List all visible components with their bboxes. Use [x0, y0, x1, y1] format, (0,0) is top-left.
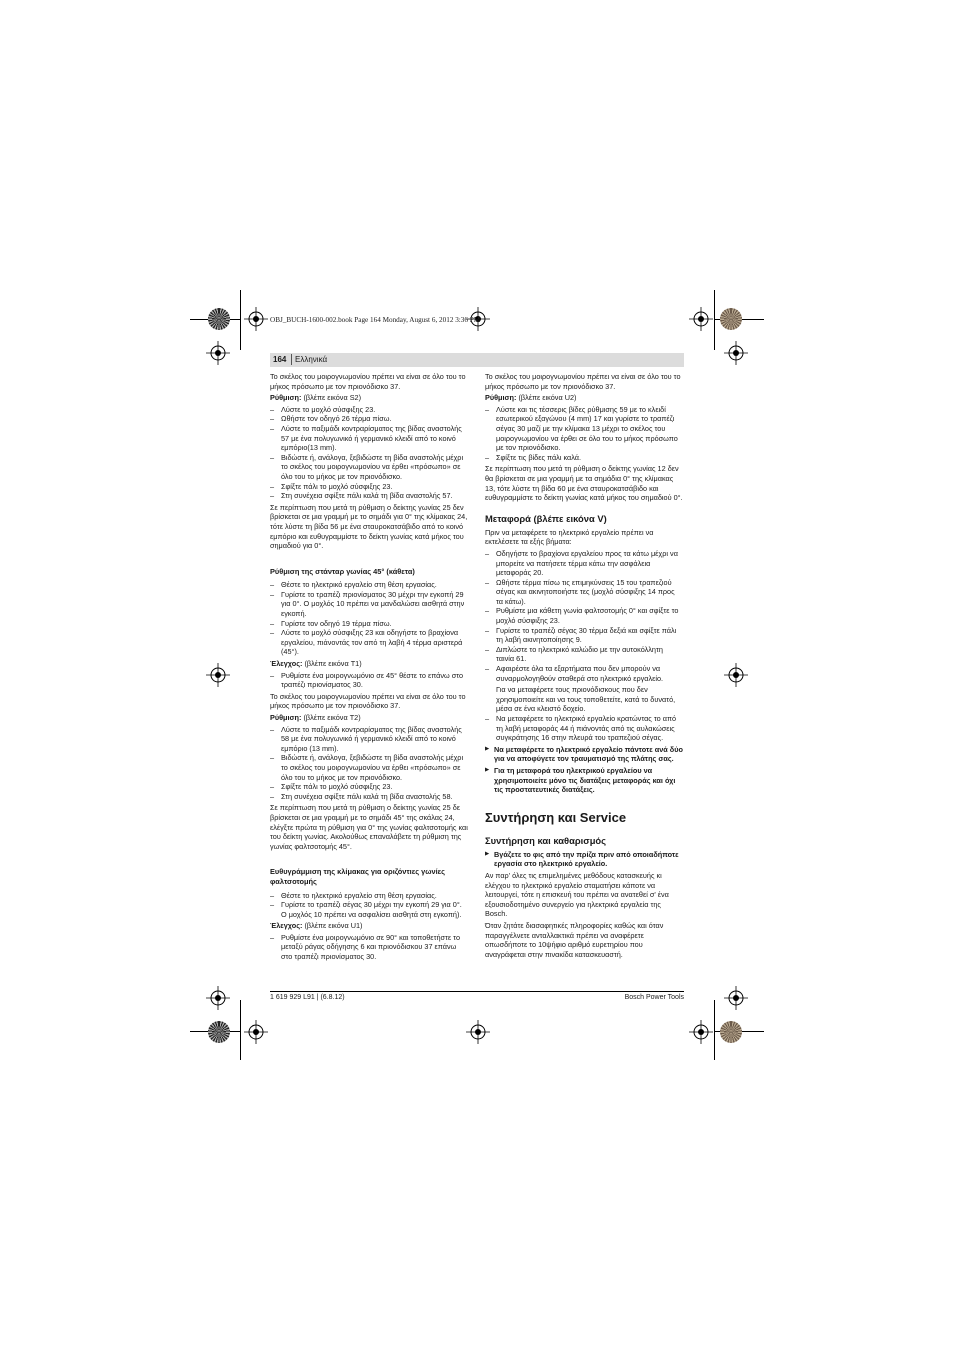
paragraph: Το σκέλος του μοιρογνωμονίου πρέπει να είναι σε όλο του το μήκος πρόσωπο με τον πριονόδισκο 37. — [270, 372, 466, 391]
header-divider — [291, 354, 292, 365]
list-item: – Γυρίστε το τραπέζι σέγας 30 τέρμα δεξιά και σφίξτε πάλι τη λαβή ακινητοποίησης 9. — [485, 626, 683, 645]
registration-mark-icon — [689, 307, 713, 331]
right-column — [485, 372, 683, 961]
step-list — [485, 714, 683, 743]
step-list — [485, 405, 683, 463]
ref-text: (βλέπε εικόνα U1) — [302, 921, 363, 931]
warning-note: ▶ Βγάζετε το φις από την πρίζα πριν από οποιαδήποτε εργασία στο ηλεκτρικό εργαλείο. — [485, 850, 683, 869]
left-column — [270, 372, 468, 964]
list-item: – Ρυθμίστε ένα μοιρογνωμόνιο σε 90° και τοποθετήστε το μεταξύ ράγας οδήγησης 6 και πριονόδισκου 37 επάνω στο τραπέζι πριονίσματος 30. — [270, 933, 468, 962]
ref-text: (βλέπε εικόνα U2) — [516, 393, 577, 403]
registration-mark-icon — [206, 341, 230, 365]
calibration-dial-icon — [720, 1021, 742, 1043]
footer-doc-number: 1 619 929 L91 | (6.8.12) — [270, 994, 345, 1001]
list-item: – Σφίξτε πάλι το μοχλό σύσφιξης 23. — [270, 482, 468, 492]
crop-mark — [714, 1000, 715, 1060]
step-list — [270, 891, 468, 920]
ref-text: (βλέπε εικόνα S2) — [301, 393, 362, 403]
label: Ρύθμιση: — [270, 393, 302, 403]
registration-mark-icon — [206, 986, 230, 1010]
footer-brand: Bosch Power Tools — [624, 994, 684, 1001]
step-list — [270, 405, 468, 501]
list-item: – Να μεταφέρετε το ηλεκτρικό εργαλείο κρατώντας το από τη λαβή μεταφοράς 44 ή πιάνοντάς από τις αυλακώσεις συγκράτησης 16 στην πλευρά του τραπεζιού σέγας. — [485, 714, 683, 743]
page-number: 164 — [273, 355, 287, 364]
paragraph: Πριν να μεταφέρετε το ηλεκτρικό εργαλείο πρέπει να εκτελέσετε τα εξής βήματα: — [485, 527, 654, 547]
registration-mark-icon — [689, 1020, 713, 1044]
crop-mark — [240, 1000, 241, 1060]
list-item: – Γυρίστε τον οδηγό 19 τέρμα πίσω. — [270, 619, 468, 629]
label: Έλεγχος: — [270, 921, 303, 931]
list-item: – Λύστε το μοχλό σύσφιξης 23 και οδηγήστε το βραχίονα εργαλείου, πιάνοντάς τον από τη λαβή 4 τέρμα αριστερά (45°). — [270, 628, 468, 657]
calibration-dial-icon — [208, 308, 230, 330]
registration-mark-icon — [724, 341, 748, 365]
paragraph: Όταν ζητάτε διασαφητικές πληροφορίες καθώς και όταν παραγγέλνετε ανταλλακτικά πρέπει να αναφέρετε οπωσδήποτε το 10ψήφιο αριθμό ευρετηρίου που αναγράφεται στην πινακίδα κατασκευαστή. — [485, 920, 664, 959]
header-language: Ελληνικά — [295, 355, 328, 364]
warning-note: ▶ Να μεταφέρετε το ηλεκτρικό εργαλείο πάντοτε ανά δύο για να αποφύγετε τον τραυματισμό της πλάτης σας. — [485, 745, 683, 764]
registration-mark-icon — [244, 1020, 268, 1044]
list-item: – Ρυθμίστε μια κάθετη γωνία φαλτσοτομής 0° και σφίξτε το μοχλό σύσφιξης 23. — [485, 606, 683, 625]
page-header — [270, 353, 684, 367]
calibration-dial-icon — [720, 308, 742, 330]
figure-ref — [485, 393, 683, 403]
warning-note: ▶ Για τη μεταφορά του ηλεκτρικού εργαλείου να χρησιμοποιείτε μόνο τις διατάξεις μεταφοράς και όχι τις προστατευτικές διατάξεις. — [485, 766, 683, 795]
section-heading: Ρύθμιση της στάνταρ γωνίας 45° (κάθετα) — [270, 566, 415, 576]
section-heading: Μεταφορά (βλέπε εικόνα V) — [485, 512, 607, 524]
paragraph: Σε περίπτωση που μετά τη ρύθμιση ο δείκτης γωνίας 12 δεν θα βρίσκεται σε μια γραμμή με τα σημάδια 0° της κλίμακας 13, τότε λύστε τη βίδα 60 με ένα σταυροκατσάβιδο και ευθυγραμμίστε το δείκτη γωνίας κατά μήκος του σημαδιού 0°. — [485, 464, 683, 503]
list-item: – Ωθήστε τέρμα πίσω τις επιμηκύνσεις 15 του τραπεζιού σέγας και ακινητοποιήστε τες (μοχλό σύσφιξης 14 προς τα κάτω). — [485, 578, 683, 607]
figure-ref — [270, 713, 468, 723]
list-item: – Σφίξτε τις βίδες πάλι καλά. — [485, 453, 683, 463]
label: Ρύθμιση: — [270, 713, 302, 722]
list-item: – Οδηγήστε το βραχίονα εργαλείου προς τα κάτω μέχρι να μπορείτε να πατήσετε τέρμα κάτω την ασφάλεια μεταφοράς 20. — [485, 549, 683, 578]
step-list — [270, 671, 468, 690]
chapter-heading: Συντήρηση και Service — [485, 809, 627, 825]
list-item: – Λύστε το μοχλό σύσφιξης 23. — [270, 405, 468, 415]
registration-mark-icon — [466, 1020, 490, 1044]
list-item: – Στη συνέχεια σφίξτε πάλι καλά τη βίδα αναστολής 58. — [270, 792, 468, 802]
paragraph: Σε περίπτωση που μετά τη ρύθμιση ο δείκτης γωνίας 25 δε βρίσκεται σε μια γραμμή με το σημάδι 45° της σκάλας 24, ελέγξτε πρώτα τη ρύθμιση για 0° της γωνίας φαλτσοτομής και του δείκτη γωνίας. Ακολούθως επαναλάβετε τη ρύθμιση της γωνίας φαλτσοτομής 45°. — [270, 803, 468, 851]
section-heading: Συντήρηση και καθαρισμός — [485, 834, 607, 846]
list-item: – Ωθήστε τον οδηγό 26 τέρμα πίσω. — [270, 414, 468, 424]
list-item: – Γυρίστε το τραπέζι σέγας 30 μέχρι την εγκοπή 29 για 0°. Ο μοχλός 10 πρέπει να ασφαλίσει αισθητά στη εγκοπή). — [270, 900, 468, 919]
paragraph: Αν παρ' όλες τις επιμελημένες μεθόδους κατασκευής κι ελέγχου το ηλεκτρικό εργαλείο σταματήσει κάποτε να λειτουργεί, τότε η επισκευή του πρέπει να ανατεθεί σ' ένα εξουσιοδοτημένο συνεργείο για ηλεκτρικά εργαλεία της Bosch. — [485, 870, 669, 919]
figure-ref — [270, 921, 468, 931]
paragraph: Σε περίπτωση που μετά τη ρύθμιση ο δείκτης γωνίας 25 δεν βρίσκεται σε μια γραμμή με το σημάδι για 0° της κλίμακας 24, τότε λύστε τη βίδα 56 με ένα σταυροκατσάβιδο από το κοινό εμπόριο και ευθυγραμμίστε το δείκτη γωνίας κατά μήκος του σημαδιού για 0°. — [270, 502, 468, 551]
list-item: – Θέστε το ηλεκτρικό εργαλείο στη θέση εργασίας. — [270, 580, 468, 590]
figure-ref — [270, 659, 468, 669]
figure-ref — [270, 393, 468, 403]
list-item: – Σφίξτε πάλι το μοχλό σύσφιξης 23. — [270, 782, 468, 792]
registration-mark-icon — [244, 307, 268, 331]
crop-mark — [240, 290, 241, 350]
label: Έλεγχος: — [270, 659, 303, 669]
list-subtext: Για να μεταφέρετε τους πριονόδισκους που δεν χρησιμοποιείτε και να τους τοποθετείτε, κατά το δυνατό, μέσα σε ένα κλειστό δοχείο. — [496, 685, 676, 714]
list-item: – Λύστε το παξιμάδι κοντραρίσματος της βίδας αναστολής 57 με ένα πολυγωνικό ή γερμανικό κλειδί από το κοινό εμπόριο(13 mm). — [270, 424, 468, 453]
calibration-dial-icon — [208, 1021, 230, 1043]
list-item: – Διπλώστε το ηλεκτρικό καλώδιο με την αυτοκόλλητη ταινία 61. — [485, 645, 683, 664]
ref-text: (βλέπε εικόνα T1) — [302, 659, 362, 669]
ref-text: (βλέπε εικόνα T2) — [301, 713, 361, 722]
section-heading: Ευθυγράμμιση της κλίμακας για οριζόντιες γωνίες φαλτσοτομής — [270, 867, 445, 886]
list-item: – Γυρίστε το τραπέζι πριονίσματος 30 μέχρι την εγκοπή 29 για 0°. Ο μοχλός 10 πρέπει να μανδαλώσει αισθητά στην εγκοπή. — [270, 590, 468, 619]
label: Ρύθμιση: — [485, 393, 517, 403]
footer-rule — [270, 991, 684, 992]
print-info: OBJ_BUCH-1600-002.book Page 164 Monday, August 6, 2012 3:36 PM — [270, 316, 481, 324]
list-item: – Αφαιρέστε όλα τα εξαρτήματα που δεν μπορούν να συναρμολογηθούν σταθερά στο ηλεκτρικό εργαλείο. — [485, 664, 683, 683]
list-item: – Λύστε και τις τέσσερις βίδες ρύθμισης 59 με το κλειδί εσωτερικού εξαγώνου (4 mm) 17 και γυρίστε το τραπέζι σέγας 30 μαζί με την κλίμακα 13 μέχρι το σκέλος του μοιρογνωμονίου να έρθει σε όλο του το μήκος πρόσωπο με τον πριονόδισκο. — [485, 405, 683, 453]
list-item: – Ρυθμίστε ένα μοιρογνωμόνιο σε 45° θέστε το επάνω στο τραπέζι πριονίσματος 30. — [270, 671, 468, 690]
list-item: – Λύστε το παξιμάδι κοντραρίσματος της βίδας αναστολής 58 με ένα πολυγωνικό ή γερμανικό κλειδί από το κοινό εμπόριο (13 mm). — [270, 725, 468, 754]
registration-mark-icon — [724, 663, 748, 687]
step-list — [485, 549, 683, 683]
list-item: – Βιδώστε ή, ανάλογα, ξεβιδώστε τη βίδα αναστολής μέχρι το σκέλος του μοιρογνωμονίου να έρθει «πρόσωπο» σε όλο του το μήκος με τον πριονόδισκο. — [270, 753, 468, 782]
crop-mark — [714, 290, 715, 350]
paragraph: Το σκέλος του μοιρογνωμονίου πρέπει να είναι σε όλο του το μήκος πρόσωπο με τον πριονόδισκο 37. — [485, 372, 681, 391]
registration-mark-icon — [206, 663, 230, 687]
list-item: – Στη συνέχεια σφίξτε πάλι καλά τη βίδα αναστολής 57. — [270, 491, 468, 501]
list-item: – Βιδώστε ή, ανάλογα, ξεβιδώστε τη βίδα αναστολής μέχρι το σκέλος του μοιρογνωμονίου να έρθει «πρόσωπο» σε όλο του το μήκος με τον πριονόδισκο. — [270, 453, 468, 482]
list-item: – Θέστε το ηλεκτρικό εργαλείο στη θέση εργασίας. — [270, 891, 468, 901]
step-list — [270, 580, 468, 657]
step-list — [270, 725, 468, 802]
paragraph: Το σκέλος του μοιρογνωμονίου πρέπει να είναι σε όλο του το μήκος πρόσωπο με τον πριονόδισκο 37. — [270, 691, 466, 711]
step-list — [270, 933, 468, 962]
registration-mark-icon — [724, 986, 748, 1010]
